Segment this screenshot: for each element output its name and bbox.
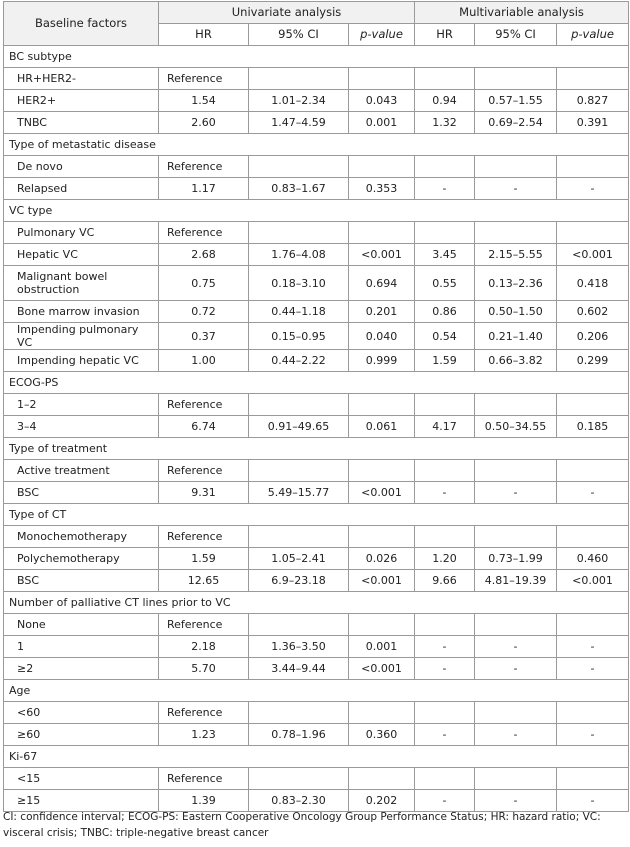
hr-value: Reference [159,460,249,482]
multi-p-value: - [557,178,629,200]
row-label: Impending hepatic VC [4,350,159,372]
multi-ci-value: - [475,790,557,812]
table-body [4,46,629,812]
multi-hr-value: - [415,482,475,504]
table-row [4,702,629,724]
p-value: 0.360 [349,724,415,746]
table-row [4,244,629,266]
multi-hr-value: 0.86 [415,301,475,323]
p-value: 0.040 [349,323,415,350]
table-row [4,350,629,372]
multi-hr-value: 0.94 [415,90,475,112]
section-row [4,592,629,614]
hr-value: Reference [159,394,249,416]
multi-p-value: - [557,636,629,658]
header-p-value-multi: p-value [557,24,629,46]
row-label: 1 [4,636,159,658]
hr-value: 2.68 [159,244,249,266]
table-row [4,112,629,134]
table-row [4,222,629,244]
ci-value: 1.36–3.50 [249,636,349,658]
hr-value: 9.31 [159,482,249,504]
table-row [4,394,629,416]
table-row [4,416,629,438]
multi-hr-value [415,68,475,90]
multi-p-value [557,222,629,244]
hr-value: 0.72 [159,301,249,323]
section-title: Age [4,680,629,702]
multi-ci-value: 0.13–2.36 [475,266,557,301]
table-row [4,323,629,350]
table-row [4,266,629,301]
section-row [4,46,629,68]
section-title: ECOG-PS [4,372,629,394]
multi-ci-value [475,156,557,178]
section-row [4,372,629,394]
hr-value: 5.70 [159,658,249,680]
multi-p-value: - [557,482,629,504]
ci-value [249,394,349,416]
multi-ci-value [475,222,557,244]
p-value: 0.001 [349,112,415,134]
ci-value [249,702,349,724]
hr-value: Reference [159,526,249,548]
ci-value [249,768,349,790]
row-label: ≥60 [4,724,159,746]
multi-ci-value: 0.66–3.82 [475,350,557,372]
ci-value: 1.76–4.08 [249,244,349,266]
p-value [349,768,415,790]
hr-value: Reference [159,156,249,178]
header-ci-multi: 95% CI [475,24,557,46]
multi-p-value [557,768,629,790]
p-value: <0.001 [349,658,415,680]
multi-ci-value: 0.69–2.54 [475,112,557,134]
multi-hr-value [415,222,475,244]
section-title: Number of palliative CT lines prior to VC [4,592,629,614]
multi-p-value [557,68,629,90]
header-hr-multi: HR [415,24,475,46]
section-title: Type of metastatic disease [4,134,629,156]
multi-ci-value [475,614,557,636]
multi-p-value [557,614,629,636]
row-label: ≥15 [4,790,159,812]
p-value [349,614,415,636]
row-label: Impending pulmonary VC [4,323,159,350]
hr-value: 0.37 [159,323,249,350]
p-value: 0.353 [349,178,415,200]
multi-hr-value [415,526,475,548]
multi-ci-value [475,460,557,482]
row-label: Malignant bowel obstruction [4,266,159,301]
table-row [4,636,629,658]
row-label: Relapsed [4,178,159,200]
multi-hr-value: 1.32 [415,112,475,134]
ci-value: 0.15–0.95 [249,323,349,350]
ci-value: 1.01–2.34 [249,90,349,112]
hr-value: 12.65 [159,570,249,592]
table-row [4,548,629,570]
ci-value [249,156,349,178]
ci-value: 0.78–1.96 [249,724,349,746]
multi-p-value: 0.827 [557,90,629,112]
row-label: Pulmonary VC [4,222,159,244]
row-label: None [4,614,159,636]
row-label: BSC [4,570,159,592]
multi-ci-value [475,526,557,548]
multi-ci-value: 0.21–1.40 [475,323,557,350]
multi-ci-value: 0.73–1.99 [475,548,557,570]
multi-p-value [557,460,629,482]
multi-hr-value [415,702,475,724]
multi-ci-value [475,394,557,416]
hr-value: 2.18 [159,636,249,658]
row-label: <15 [4,768,159,790]
multi-p-value: 0.391 [557,112,629,134]
multi-p-value: 0.299 [557,350,629,372]
section-title: Type of CT [4,504,629,526]
table-row [4,68,629,90]
hr-value: Reference [159,222,249,244]
hr-value: 6.74 [159,416,249,438]
p-value: 0.201 [349,301,415,323]
multi-hr-value: - [415,636,475,658]
table-row [4,178,629,200]
row-label: Polychemotherapy [4,548,159,570]
multi-hr-value: - [415,658,475,680]
row-label: ≥2 [4,658,159,680]
table-row [4,156,629,178]
multi-ci-value: 2.15–5.55 [475,244,557,266]
p-value [349,156,415,178]
hr-value: 1.54 [159,90,249,112]
multi-p-value: 0.185 [557,416,629,438]
header-row-1 [4,2,629,24]
ci-value [249,526,349,548]
multi-hr-value: 9.66 [415,570,475,592]
ci-value [249,614,349,636]
table-row [4,482,629,504]
p-value: 0.001 [349,636,415,658]
p-value: 0.043 [349,90,415,112]
table-row [4,460,629,482]
header-multivariable: Multivariable analysis [415,2,629,24]
multi-ci-value: - [475,658,557,680]
row-label: 3–4 [4,416,159,438]
ci-value [249,460,349,482]
hr-value: 1.00 [159,350,249,372]
multi-hr-value [415,394,475,416]
row-label: TNBC [4,112,159,134]
ci-value: 6.9–23.18 [249,570,349,592]
row-label: HR+HER2- [4,68,159,90]
multi-ci-value: 0.57–1.55 [475,90,557,112]
hr-value: Reference [159,768,249,790]
p-value: 0.999 [349,350,415,372]
ci-value [249,68,349,90]
row-label: Hepatic VC [4,244,159,266]
ci-value: 1.05–2.41 [249,548,349,570]
multi-p-value [557,702,629,724]
section-row [4,680,629,702]
section-title: BC subtype [4,46,629,68]
multi-ci-value: - [475,724,557,746]
table-row [4,526,629,548]
hr-value: 1.17 [159,178,249,200]
p-value: 0.694 [349,266,415,301]
results-table [3,1,629,812]
table-row [4,570,629,592]
hr-value: Reference [159,68,249,90]
multi-p-value: 0.602 [557,301,629,323]
multi-p-value [557,394,629,416]
row-label: Active treatment [4,460,159,482]
multi-p-value: <0.001 [557,244,629,266]
hr-value: 1.59 [159,548,249,570]
row-label: <60 [4,702,159,724]
hr-value: 2.60 [159,112,249,134]
multi-hr-value [415,156,475,178]
multi-p-value: 0.418 [557,266,629,301]
ci-value: 0.83–2.30 [249,790,349,812]
header-univariate: Univariate analysis [159,2,415,24]
header-p-value: p-value [349,24,415,46]
p-value: 0.026 [349,548,415,570]
row-label: De novo [4,156,159,178]
table-row [4,301,629,323]
row-label: Monochemotherapy [4,526,159,548]
row-label: BSC [4,482,159,504]
multi-p-value: <0.001 [557,570,629,592]
multi-hr-value [415,460,475,482]
multi-ci-value [475,702,557,724]
multi-p-value: 0.460 [557,548,629,570]
multi-ci-value: 4.81–19.39 [475,570,557,592]
multi-hr-value: 4.17 [415,416,475,438]
multi-hr-value: - [415,178,475,200]
multi-hr-value: 0.54 [415,323,475,350]
ci-value: 0.91–49.65 [249,416,349,438]
hr-value: Reference [159,702,249,724]
p-value: <0.001 [349,570,415,592]
p-value: 0.202 [349,790,415,812]
multi-p-value [557,526,629,548]
multi-hr-value: - [415,790,475,812]
ci-value: 3.44–9.44 [249,658,349,680]
ci-value: 0.44–1.18 [249,301,349,323]
section-title: Ki-67 [4,746,629,768]
multi-ci-value: 0.50–34.55 [475,416,557,438]
row-label: 1–2 [4,394,159,416]
p-value [349,702,415,724]
p-value [349,526,415,548]
ci-value: 5.49–15.77 [249,482,349,504]
multi-p-value: - [557,790,629,812]
section-row [4,438,629,460]
multi-p-value: 0.206 [557,323,629,350]
multi-p-value: - [557,724,629,746]
section-row [4,200,629,222]
multi-hr-value [415,614,475,636]
multi-ci-value [475,768,557,790]
multi-hr-value: 1.20 [415,548,475,570]
table-row [4,724,629,746]
hr-value: Reference [159,614,249,636]
section-row [4,504,629,526]
multi-ci-value: - [475,636,557,658]
p-value: <0.001 [349,244,415,266]
table-footnote: CI: confidence interval; ECOG-PS: Eastern Cooperative Oncology Group Performance Status; HR: hazard ratio; VC: visceral crisis; TNBC: triple-negative breast cancer [3,811,601,839]
multi-hr-value: 3.45 [415,244,475,266]
ci-value: 0.18–3.10 [249,266,349,301]
section-row [4,746,629,768]
table-row [4,658,629,680]
multi-ci-value: - [475,178,557,200]
header-ci: 95% CI [249,24,349,46]
multi-p-value [557,156,629,178]
row-label: Bone marrow invasion [4,301,159,323]
p-value [349,460,415,482]
p-value [349,68,415,90]
header-baseline-factors: Baseline factors [4,2,159,46]
multi-hr-value: 1.59 [415,350,475,372]
table-row [4,90,629,112]
hr-value: 0.75 [159,266,249,301]
multi-ci-value: 0.50–1.50 [475,301,557,323]
multi-ci-value: - [475,482,557,504]
section-title: VC type [4,200,629,222]
multi-hr-value: - [415,724,475,746]
section-row [4,134,629,156]
section-title: Type of treatment [4,438,629,460]
multi-hr-value [415,768,475,790]
multi-p-value: - [557,658,629,680]
p-value: 0.061 [349,416,415,438]
ci-value: 0.83–1.67 [249,178,349,200]
row-label: HER2+ [4,90,159,112]
multi-ci-value [475,68,557,90]
ci-value: 1.47–4.59 [249,112,349,134]
ci-value [249,222,349,244]
table-row [4,614,629,636]
p-value [349,394,415,416]
hr-value: 1.39 [159,790,249,812]
hr-value: 1.23 [159,724,249,746]
table-row [4,768,629,790]
ci-value: 0.44–2.22 [249,350,349,372]
header-hr: HR [159,24,249,46]
multi-hr-value: 0.55 [415,266,475,301]
p-value: <0.001 [349,482,415,504]
p-value [349,222,415,244]
